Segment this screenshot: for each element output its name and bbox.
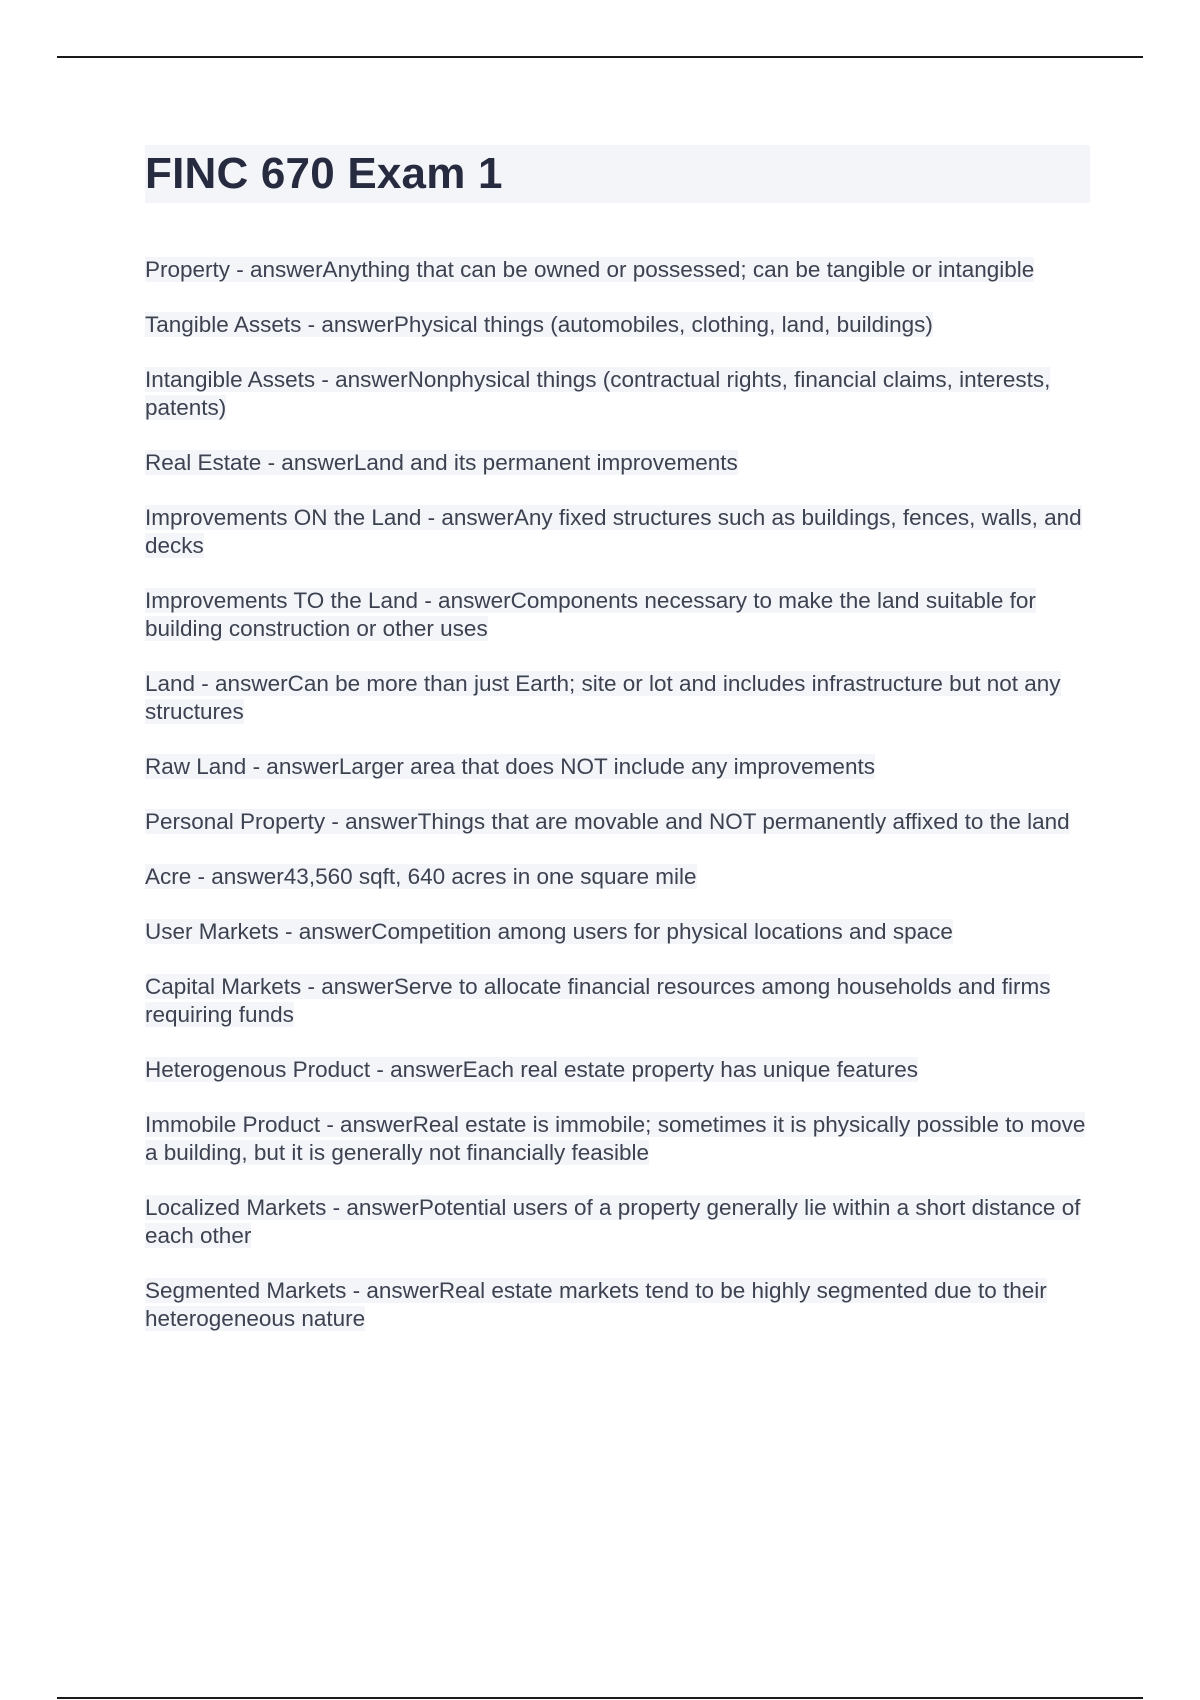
entry-real-estate xyxy=(145,449,1090,477)
entry-immobile-product xyxy=(145,1111,1090,1167)
entry-text: Improvements TO the Land - answerComponents necessary to make the land suitable for building construction or other uses xyxy=(145,588,1036,641)
entry-acre xyxy=(145,863,1090,891)
title-band xyxy=(145,145,1090,203)
bottom-rule xyxy=(57,1697,1143,1699)
entry-capital-markets xyxy=(145,973,1090,1029)
entry-raw-land xyxy=(145,753,1090,781)
top-rule xyxy=(57,56,1143,58)
entry-text: Property - answerAnything that can be owned or possessed; can be tangible or intangible xyxy=(145,257,1035,282)
entry-improvements-to-land xyxy=(145,587,1090,643)
entry-text: Immobile Product - answerReal estate is immobile; sometimes it is physically possible to move a building, but it is generally not financially feasible xyxy=(145,1112,1086,1165)
entry-property xyxy=(145,256,1090,284)
entry-improvements-on-land xyxy=(145,504,1090,560)
entry-text: Capital Markets - answerServe to allocate financial resources among households and firms requiring funds xyxy=(145,974,1051,1027)
entry-text: Intangible Assets - answerNonphysical things (contractual rights, financial claims, interests, patents) xyxy=(145,367,1051,420)
entry-text: Tangible Assets - answerPhysical things (automobiles, clothing, land, buildings) xyxy=(145,312,933,337)
entry-segmented-markets xyxy=(145,1277,1090,1333)
entry-text: Improvements ON the Land - answerAny fixed structures such as buildings, fences, walls, and decks xyxy=(145,505,1082,558)
entry-user-markets xyxy=(145,918,1090,946)
entry-intangible-assets xyxy=(145,366,1090,422)
entry-text: Raw Land - answerLarger area that does NOT include any improvements xyxy=(145,754,875,779)
document-body xyxy=(145,145,1090,1360)
entry-text: Personal Property - answerThings that are movable and NOT permanently affixed to the land xyxy=(145,809,1070,834)
entry-localized-markets xyxy=(145,1194,1090,1250)
entry-text: Localized Markets - answerPotential users of a property generally lie within a short distance of each other xyxy=(145,1195,1081,1248)
entry-text: Acre - answer43,560 sqft, 640 acres in one square mile xyxy=(145,864,697,889)
entry-heterogenous-product xyxy=(145,1056,1090,1084)
entry-text: Real Estate - answerLand and its permanent improvements xyxy=(145,450,738,475)
entry-text: Heterogenous Product - answerEach real estate property has unique features xyxy=(145,1057,918,1082)
entry-tangible-assets xyxy=(145,311,1090,339)
entry-text: Segmented Markets - answerReal estate markets tend to be highly segmented due to their heterogeneous nature xyxy=(145,1278,1047,1331)
entry-land xyxy=(145,670,1090,726)
entry-personal-property xyxy=(145,808,1090,836)
document-title: FINC 670 Exam 1 xyxy=(145,149,503,198)
entry-text: User Markets - answerCompetition among users for physical locations and space xyxy=(145,919,953,944)
entry-text: Land - answerCan be more than just Earth; site or lot and includes infrastructure but not any structures xyxy=(145,671,1061,724)
